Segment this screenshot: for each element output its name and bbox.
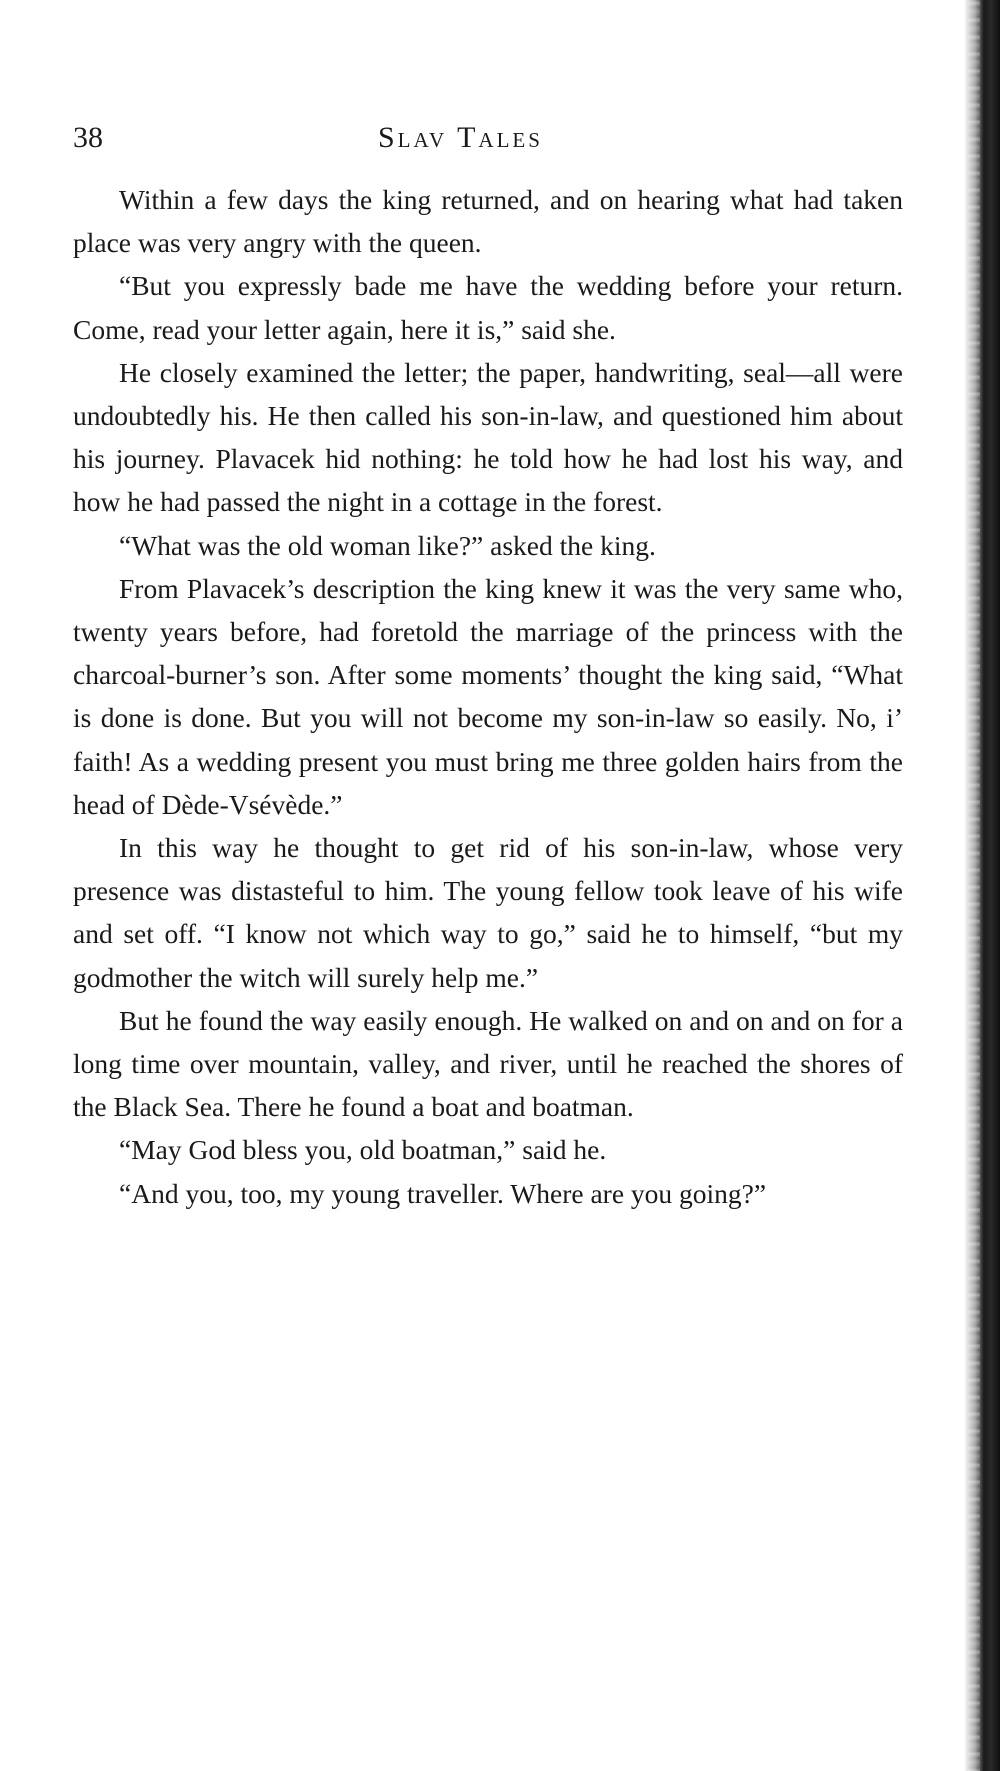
- paragraph: “And you, too, my young traveller. Where are you going?”: [119, 1177, 767, 1209]
- page-edge-shadow: [964, 0, 1000, 1771]
- body-text: [73, 178, 903, 1215]
- running-title: Slav Tales: [378, 121, 543, 154]
- paragraph: But he found the way easily enough. He walked on and on and on for a long time over mountain, valley, and river, until he reached the shores of the Black Sea. There he found a boat and boatman.: [73, 1004, 903, 1123]
- paragraph: From Plavacek’s description the king knew it was the very same who, twenty years before, had foretold the marriage of the princess with the charcoal-burner’s son. After some moments’ thought the king said, “What is done is done. But you will not become my son-in-law so easily. No, i’ faith! As a wedding present you must bring me three golden hairs from the head of Dède-Vsévède.”: [73, 572, 903, 820]
- paragraph: In this way he thought to get rid of his son-in-law, whose very presence was distasteful to him. The young fellow took leave of his wife and set off. “I know not which way to go,” said he to himself, “but my godmother the witch will surely help me.”: [73, 832, 903, 993]
- paragraph: He closely examined the letter; the paper, handwriting, seal—all were undoubtedly his. He then called his son-in-law, and questioned him about his journey. Plavacek hid nothing: he told how he had lost his way, and how he had passed the night in a cottage in the forest.: [73, 356, 903, 518]
- paragraph: “But you expressly bade me have the wedding before your return. Come, read your letter again, here it is,” said she.: [73, 270, 903, 345]
- paragraph: Within a few days the king returned, and on hearing what had taken place was very angry with the queen.: [73, 184, 903, 259]
- paragraph: “May God bless you, old boatman,” said he.: [119, 1134, 607, 1166]
- page-number: 38: [73, 121, 103, 154]
- paragraph: “What was the old woman like?” asked the king.: [119, 529, 656, 561]
